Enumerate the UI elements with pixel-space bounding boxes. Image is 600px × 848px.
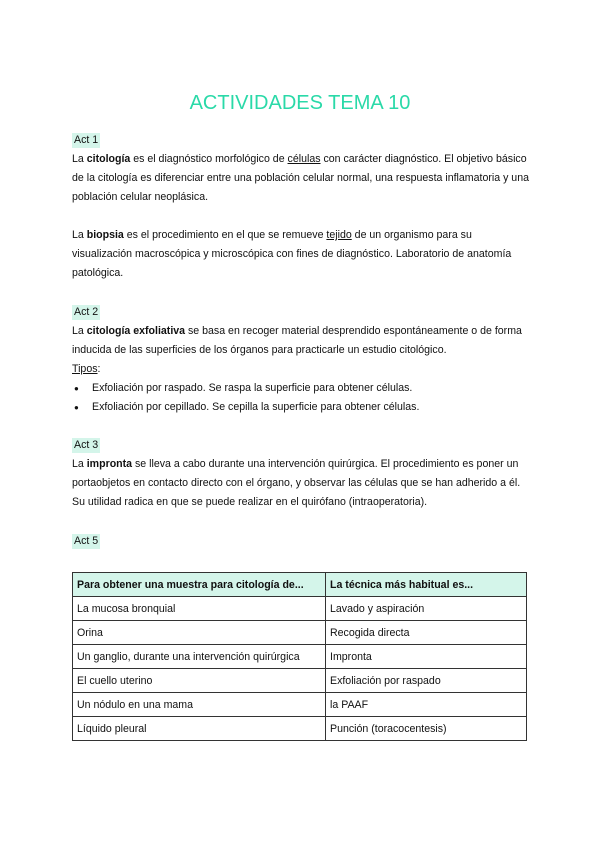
act2-paragraph [72, 322, 532, 360]
table-cell: la PAAF [326, 693, 527, 717]
term-citologia: citología [86, 153, 131, 165]
table-row [73, 621, 527, 645]
act5-label: Act 5 [74, 535, 99, 547]
act3-label: Act 3 [74, 439, 99, 451]
term-biopsia: biopsia [86, 229, 124, 241]
act2-label: Act 2 [74, 306, 99, 318]
table-header-row [73, 573, 527, 597]
table-row [73, 717, 527, 741]
tipos-list [72, 379, 532, 417]
text-run: se lleva a cabo durante una intervención quirúrgica. El procedimiento es poner un portaobjetos en contacto directo con el órgano, y observar las células que se han adherido a él. Su utilidad radica en que se puede realizar en el quirófano (intraoperatoria). [72, 458, 521, 508]
text-run: con carácter diagnóstico. El objetivo básico de la citología es diferenciar entre una población celular normal, una respuesta inflamatoria y una población celular neoplásica. [72, 153, 529, 203]
table-cell: Orina [73, 621, 326, 645]
page-title: ACTIVIDADES TEMA 10 [189, 92, 411, 114]
table-header-cell: La técnica más habitual es... [326, 573, 527, 597]
underlined-tejido: tejido [326, 229, 352, 241]
table-cell: Un ganglio, durante una intervención quirúrgica [73, 645, 326, 669]
tipos-colon: : [97, 363, 101, 375]
act3-paragraph [72, 455, 532, 512]
text-run: se basa en recoger material desprendido espontáneamente o de forma inducida de las superficies de los órganos para practicarle un estudio citológico. [72, 325, 522, 356]
table-row [73, 693, 527, 717]
term-impronta: impronta [86, 458, 133, 470]
table-cell: Lavado y aspiración [326, 597, 527, 621]
act1-section [72, 131, 532, 283]
table-row [73, 597, 527, 621]
underlined-celulas: células [287, 153, 321, 165]
table-cell: La mucosa bronquial [73, 597, 326, 621]
table-cell: Recogida directa [326, 621, 527, 645]
act1-label: Act 1 [74, 134, 99, 146]
table-row [73, 669, 527, 693]
table-cell: Impronta [326, 645, 527, 669]
act3-section [72, 436, 532, 512]
table-cell: Un nódulo en una mama [73, 693, 326, 717]
table-row [73, 645, 527, 669]
text-run: La [72, 458, 87, 470]
text-run: La [72, 229, 87, 241]
text-run: La [72, 325, 87, 337]
act1-paragraph-citologia [72, 150, 532, 207]
text-run: es el diagnóstico morfológico de [130, 153, 288, 165]
text-run: La [72, 153, 87, 165]
text-run: de un organismo para su visualización macroscópica y microscópica con fines de diagnóstico. Laboratorio de anatomía patológica. [72, 229, 512, 279]
act5-section [72, 532, 532, 551]
table-cell: El cuello uterino [73, 669, 326, 693]
term-citologia-exfoliativa: citología exfoliativa [86, 325, 186, 337]
list-item: ● Exfoliación por raspado. Se raspa la superficie para obtener células. [72, 379, 532, 398]
act2-section [72, 303, 532, 417]
tipos-heading [72, 360, 532, 379]
table-cell: Exfoliación por raspado [326, 669, 527, 693]
text-run: es el procedimiento en el que se remueve [123, 229, 327, 241]
list-item: ● Exfoliación por cepillado. Se cepilla la superficie para obtener células. [72, 398, 532, 417]
table-header-cell: Para obtener una muestra para citología de... [73, 573, 326, 597]
table-cell: Líquido pleural [73, 717, 326, 741]
tipos-label: Tipos [72, 363, 98, 375]
act1-paragraph-biopsia [72, 226, 532, 283]
table-cell: Punción (toracocentesis) [326, 717, 527, 741]
act5-table [72, 572, 527, 741]
